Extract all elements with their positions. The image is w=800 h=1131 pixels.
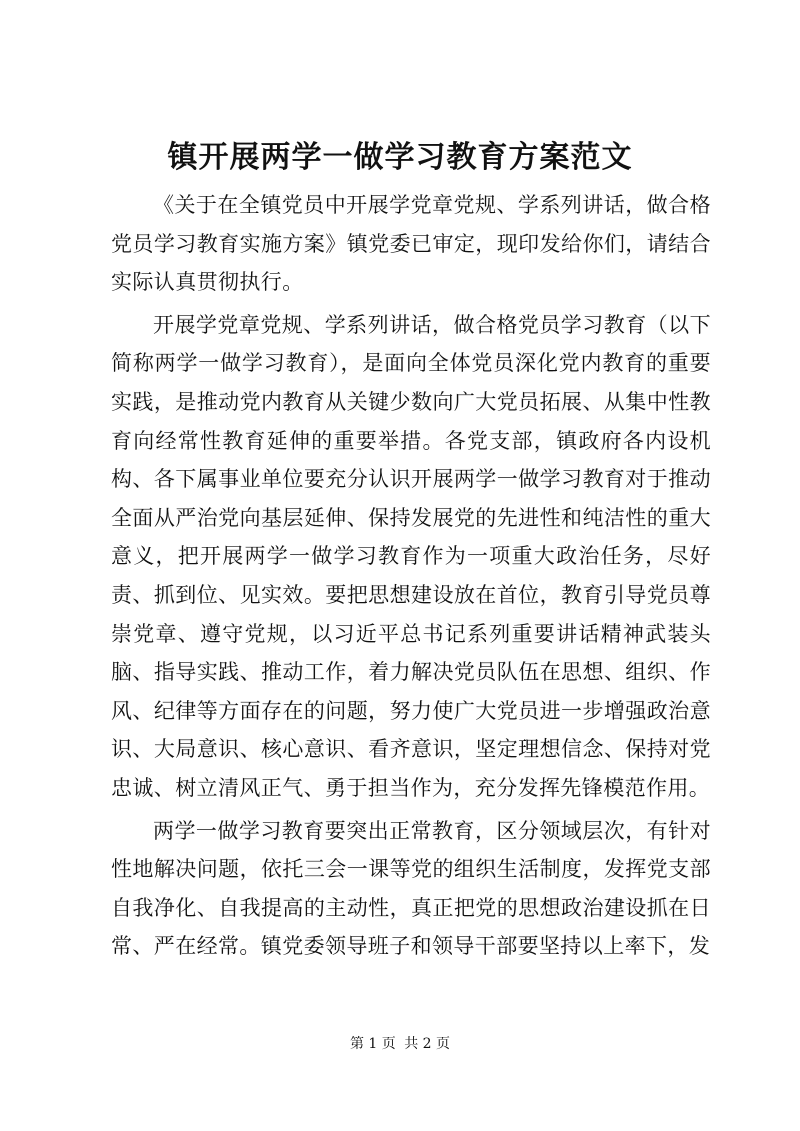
document-title: 镇开展两学一做学习教育方案范文: [167, 140, 633, 175]
page-total: 共 2 页: [404, 1036, 451, 1052]
page-footer: [0, 1034, 800, 1054]
document-body: [111, 186, 711, 970]
page-number: 第 1 页: [349, 1036, 396, 1052]
paragraph-notice: 《关于在全镇党员中开展学党章党规、学系列讲话，做合格党员学习教育实施方案》镇党委已审定，现印发给你们，请结合实际认真贯彻执行。: [111, 193, 711, 295]
paragraph-significance: 开展学党章党规、学系列讲话，做合格党员学习教育（以下简称两学一做学习教育），是面向全体党员深化党内教育的重要实践，是推动党内教育从关键少数向广大党员拓展、从集中性教育向经常性教育延伸的重要举措。各党支部，镇政府各内设机构、各下属事业单位要充分认识开展两学一做学习教育对于推动全面从严治党向基层延伸、保持发展党的先进性和纯洁性的重大意义，把开展两学一做学习教育作为一项重大政治任务，尽好责、抓到位、见实效。要把思想建设放在首位，教育引导党员尊崇党章、遵守党规，以习近平总书记系列重要讲话精神武装头脑、指导实践、推动工作，着力解决党员队伍在思想、组织、作风、纪律等方面存在的问题，努力使广大党员进一步增强政治意识、大局意识、核心意识、看齐意识，坚定理想信念、保持对党忠诚、树立清风正气、勇于担当作为，充分发挥先锋模范作用。: [111, 312, 711, 800]
paragraph-requirements: 两学一做学习教育要突出正常教育，区分领域层次，有针对性地解决问题，依托三会一课等党的组织生活制度，发挥党支部自我净化、自我提高的主动性，真正把党的思想政治建设抓在日常、严在经常。镇党委领导班子和领导干部要坚持以上率下，发: [111, 818, 711, 959]
